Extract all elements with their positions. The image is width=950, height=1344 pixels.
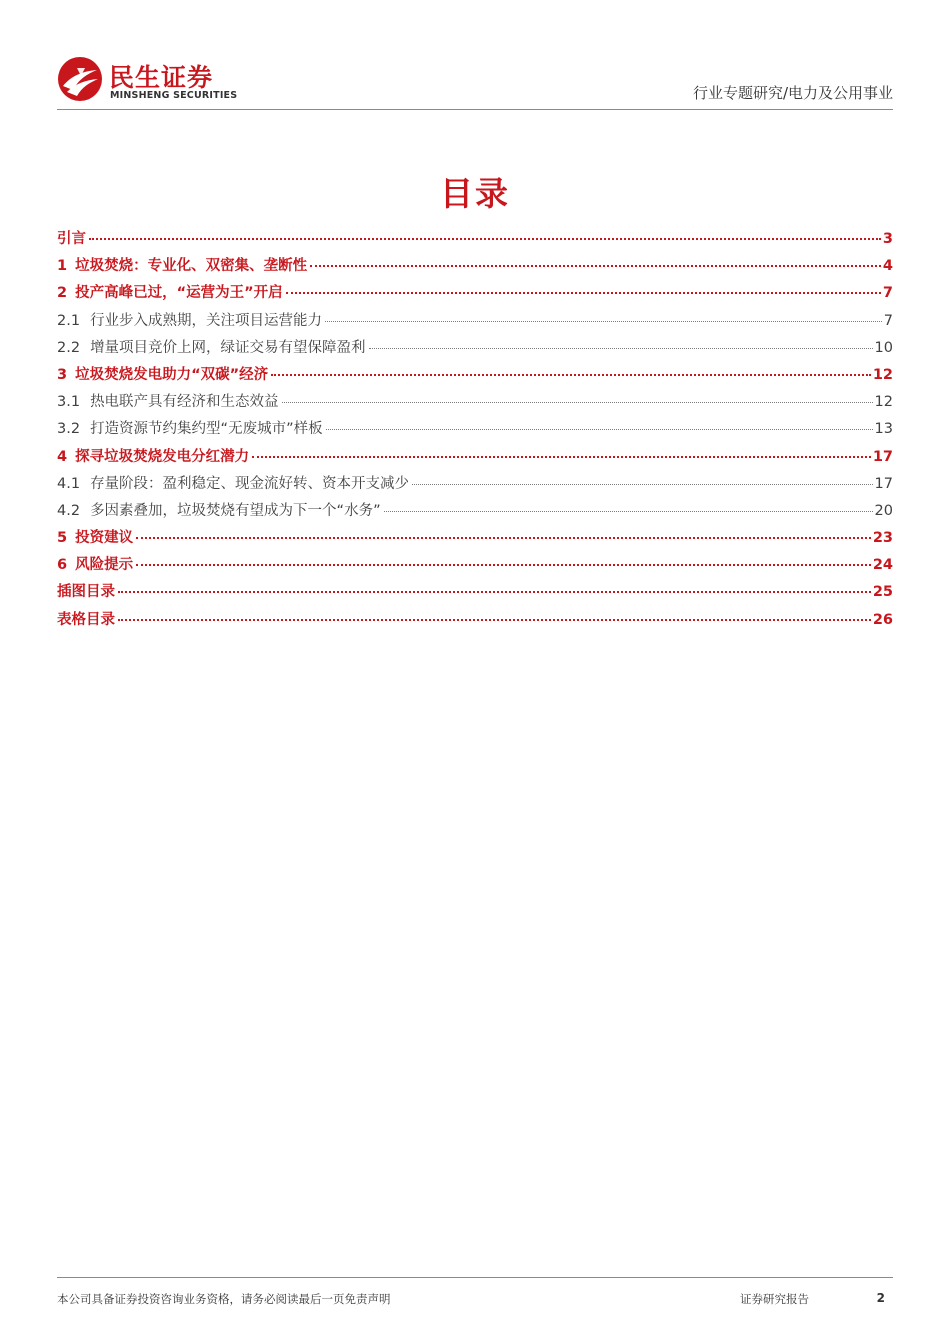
table-of-contents bbox=[57, 227, 893, 635]
toc-entry-title bbox=[57, 526, 133, 547]
toc-entry-number: 3.2 bbox=[57, 421, 81, 438]
toc-entry-title bbox=[57, 499, 381, 520]
toc-entry-label: 多因素叠加，垃圾焚烧有望成为下一个“水务” bbox=[90, 502, 381, 519]
toc-entry-title bbox=[57, 227, 86, 248]
toc-entry-section[interactable] bbox=[57, 363, 893, 390]
report-category: 行业专题研究/电力及公用事业 bbox=[692, 84, 893, 102]
toc-dot-leader bbox=[136, 564, 871, 566]
toc-entry-label: 引言 bbox=[57, 231, 86, 247]
toc-entry-page: 17 bbox=[872, 448, 893, 465]
toc-entry-section[interactable] bbox=[57, 553, 893, 580]
toc-dot-leader bbox=[282, 402, 873, 403]
toc-entry-page: 12 bbox=[874, 394, 893, 411]
footer-report-type: 证券研究报告 bbox=[740, 1292, 809, 1306]
toc-entry-section[interactable] bbox=[57, 580, 893, 607]
toc-entry-section[interactable] bbox=[57, 526, 893, 553]
toc-entry-label: 表格目录 bbox=[57, 611, 115, 628]
toc-dot-leader bbox=[326, 429, 873, 430]
toc-entry-page: 17 bbox=[874, 475, 893, 492]
toc-dot-leader bbox=[271, 374, 871, 376]
toc-entry-page: 26 bbox=[872, 611, 893, 628]
toc-entry-section[interactable] bbox=[57, 254, 893, 281]
toc-entry-number: 4 bbox=[57, 448, 68, 465]
logo-english-name: MINSHENG SECURITIES bbox=[110, 90, 238, 101]
toc-entry-page: 23 bbox=[872, 530, 893, 547]
toc-entry-title bbox=[57, 472, 409, 493]
toc-dot-leader bbox=[118, 619, 871, 621]
toc-dot-leader bbox=[136, 537, 871, 539]
toc-entry-section[interactable] bbox=[57, 281, 893, 308]
toc-entry-page: 12 bbox=[872, 366, 893, 383]
toc-entry-label: 增量项目竞价上网，绿证交易有望保障盈利 bbox=[90, 339, 366, 356]
page-header bbox=[57, 52, 893, 110]
toc-entry-subsection[interactable] bbox=[57, 417, 893, 444]
toc-entry-label: 热电联产具有经济和生态效益 bbox=[90, 394, 279, 411]
toc-entry-number: 5 bbox=[57, 530, 68, 547]
toc-entry-title bbox=[57, 281, 283, 302]
toc-entry-page: 10 bbox=[874, 339, 893, 356]
toc-entry-label: 插图目录 bbox=[57, 584, 115, 601]
header-divider bbox=[57, 109, 893, 110]
toc-entry-section[interactable] bbox=[57, 445, 893, 472]
page-number: 2 bbox=[876, 1291, 885, 1305]
toc-entry-section[interactable] bbox=[57, 227, 893, 254]
toc-entry-page: 7 bbox=[883, 312, 893, 329]
toc-entry-title bbox=[57, 580, 115, 601]
toc-entry-page: 24 bbox=[872, 557, 893, 574]
toc-entry-number: 2 bbox=[57, 285, 68, 302]
toc-dot-leader bbox=[325, 321, 882, 322]
toc-entry-page: 13 bbox=[874, 421, 893, 438]
toc-entry-number: 2.2 bbox=[57, 339, 81, 356]
toc-entry-number: 3.1 bbox=[57, 394, 81, 411]
toc-entry-title bbox=[57, 309, 322, 330]
toc-entry-subsection[interactable] bbox=[57, 472, 893, 499]
toc-entry-subsection[interactable] bbox=[57, 499, 893, 526]
toc-entry-title bbox=[57, 363, 268, 384]
toc-entry-page: 4 bbox=[882, 258, 893, 275]
toc-entry-number: 6 bbox=[57, 557, 68, 574]
toc-entry-label: 存量阶段：盈利稳定、现金流好转、资本开支减少 bbox=[90, 475, 410, 492]
toc-entry-label: 垃圾焚烧发电助力“双碳”经济 bbox=[75, 366, 269, 383]
toc-entry-label: 投产高峰已过，“运营为王”开启 bbox=[75, 285, 283, 302]
toc-dot-leader bbox=[369, 348, 873, 349]
toc-dot-leader bbox=[286, 292, 881, 294]
toc-entry-title bbox=[57, 336, 366, 357]
toc-entry-number: 3 bbox=[57, 366, 68, 383]
toc-entry-label: 行业步入成熟期，关注项目运营能力 bbox=[90, 312, 323, 329]
toc-dot-leader bbox=[412, 484, 872, 485]
toc-entry-title bbox=[57, 608, 115, 629]
minsheng-securities-logo bbox=[57, 56, 257, 104]
toc-entry-label: 打造资源节约集约型“无废城市”样板 bbox=[90, 421, 323, 438]
toc-entry-page: 20 bbox=[874, 502, 893, 519]
toc-entry-label: 风险提示 bbox=[75, 557, 134, 574]
toc-entry-subsection[interactable] bbox=[57, 390, 893, 417]
toc-title: 目录 bbox=[440, 174, 510, 213]
toc-entry-title bbox=[57, 254, 307, 275]
footer-divider bbox=[57, 1277, 893, 1278]
logo-chinese-name: 民生证券 bbox=[109, 63, 214, 92]
toc-entry-label: 垃圾焚烧：专业化、双密集、垄断性 bbox=[75, 258, 308, 275]
toc-entry-label: 探寻垃圾焚烧发电分红潜力 bbox=[75, 448, 250, 465]
toc-dot-leader bbox=[89, 238, 881, 240]
toc-entry-title bbox=[57, 445, 249, 466]
toc-entry-number: 2.1 bbox=[57, 312, 81, 329]
toc-entry-subsection[interactable] bbox=[57, 336, 893, 363]
toc-entry-title bbox=[57, 417, 323, 438]
toc-entry-number: 1 bbox=[57, 258, 68, 275]
toc-dot-leader bbox=[310, 265, 881, 267]
toc-dot-leader bbox=[384, 511, 873, 512]
toc-entry-title bbox=[57, 390, 279, 411]
toc-dot-leader bbox=[118, 591, 871, 593]
toc-entry-subsection[interactable] bbox=[57, 309, 893, 336]
minsheng-logo-icon bbox=[57, 56, 103, 102]
toc-entry-page: 3 bbox=[882, 231, 893, 247]
footer-disclaimer: 本公司具备证券投资咨询业务资格，请务必阅读最后一页免责声明 bbox=[57, 1292, 391, 1306]
toc-entry-section[interactable] bbox=[57, 608, 893, 635]
toc-entry-label: 投资建议 bbox=[75, 530, 134, 547]
toc-entry-number: 4.2 bbox=[57, 502, 81, 519]
toc-entry-page: 25 bbox=[872, 584, 893, 601]
toc-dot-leader bbox=[252, 456, 871, 458]
toc-entry-title bbox=[57, 553, 133, 574]
toc-entry-number: 4.1 bbox=[57, 475, 81, 492]
toc-entry-page: 7 bbox=[882, 285, 893, 302]
